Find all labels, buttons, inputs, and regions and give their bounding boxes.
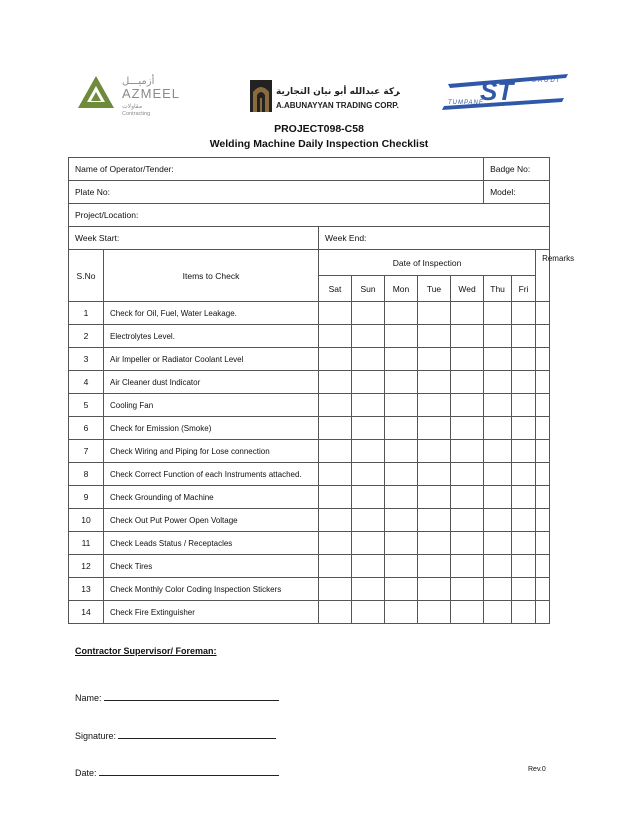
day-check-cell[interactable] [319,509,352,532]
remarks-cell[interactable] [536,509,550,532]
day-check-cell[interactable] [352,394,385,417]
day-check-cell[interactable] [451,463,484,486]
row-number: 4 [69,371,104,394]
day-check-cell[interactable] [451,601,484,624]
day-check-cell[interactable] [484,578,512,601]
row-number: 1 [69,302,104,325]
table-row [69,394,550,417]
operator-cell[interactable] [69,158,484,181]
day-check-cell[interactable] [484,601,512,624]
day-check-cell[interactable] [484,302,512,325]
day-header: Mon [385,276,418,302]
row-item: Check Fire Extinguisher [104,601,319,624]
day-check-cell[interactable] [418,302,451,325]
date-line[interactable] [75,766,279,778]
day-check-cell[interactable] [319,440,352,463]
azmeel-logo [78,70,198,120]
remarks-cell[interactable] [536,440,550,463]
day-check-cell[interactable] [512,463,536,486]
table-row [69,371,550,394]
day-check-cell[interactable] [512,555,536,578]
day-check-cell[interactable] [319,302,352,325]
day-check-cell[interactable] [418,532,451,555]
day-check-cell[interactable] [418,440,451,463]
remarks-cell[interactable] [536,348,550,371]
saudi-tumpane-logo [440,70,575,114]
day-check-cell[interactable] [352,463,385,486]
items-header: Items to Check [104,250,319,302]
day-check-cell[interactable] [451,371,484,394]
table-row [69,509,550,532]
row-number: 12 [69,555,104,578]
day-check-cell[interactable] [352,325,385,348]
day-check-cell[interactable] [352,601,385,624]
row-item: Check for Oil, Fuel, Water Leakage. [104,302,319,325]
row-item: Check Correct Function of each Instruments attached. [104,463,319,486]
remarks-cell[interactable] [536,325,550,348]
row-number: 8 [69,463,104,486]
row-item: Check Tires [104,555,319,578]
day-check-cell[interactable] [451,486,484,509]
day-check-cell[interactable] [352,509,385,532]
day-check-cell[interactable] [451,348,484,371]
day-check-cell[interactable] [451,302,484,325]
row-number: 6 [69,417,104,440]
row-item: Check Wiring and Piping for Lose connection [104,440,319,463]
day-check-cell[interactable] [319,486,352,509]
remarks-cell[interactable] [536,578,550,601]
day-check-cell[interactable] [385,532,418,555]
plate-cell[interactable] [69,181,484,204]
row-item: Air Cleaner dust Indicator [104,371,319,394]
row-item: Electrolytes Level. [104,325,319,348]
day-check-cell[interactable] [418,555,451,578]
day-check-cell[interactable] [385,394,418,417]
day-check-cell[interactable] [512,509,536,532]
row-item: Check Leads Status / Receptacles [104,532,319,555]
remarks-cell[interactable] [536,463,550,486]
day-check-cell[interactable] [319,371,352,394]
day-check-cell[interactable] [418,348,451,371]
day-check-cell[interactable] [319,417,352,440]
day-check-cell[interactable] [484,532,512,555]
day-check-cell[interactable] [352,486,385,509]
day-check-cell[interactable] [512,371,536,394]
operator-label: Name of Operator/Tender: [75,164,174,174]
day-check-cell[interactable] [352,555,385,578]
table-row [69,348,550,371]
day-check-cell[interactable] [512,325,536,348]
remarks-cell[interactable] [536,555,550,578]
remarks-cell[interactable] [536,394,550,417]
day-check-cell[interactable] [484,463,512,486]
day-check-cell[interactable] [385,578,418,601]
remarks-header: Remarks [536,250,550,302]
tumpane-letters: ST [480,76,514,106]
row-number: 14 [69,601,104,624]
day-check-cell[interactable] [319,601,352,624]
day-check-cell[interactable] [484,509,512,532]
day-header: Fri [512,276,536,302]
signature-blank[interactable] [118,729,276,739]
remarks-cell[interactable] [536,417,550,440]
remarks-cell[interactable] [536,371,550,394]
day-check-cell[interactable] [418,371,451,394]
day-check-cell[interactable] [512,394,536,417]
date-blank[interactable] [99,766,279,776]
signature-line[interactable] [75,729,276,741]
project-title: PROJECT098-C58 [274,123,364,135]
week-start-cell[interactable] [69,227,319,250]
day-check-cell[interactable] [484,371,512,394]
day-check-cell[interactable] [418,601,451,624]
day-check-cell[interactable] [451,532,484,555]
day-check-cell[interactable] [319,348,352,371]
day-check-cell[interactable] [451,509,484,532]
date-header: Date of Inspection [319,250,536,276]
week-start-label: Week Start: [75,233,120,243]
day-check-cell[interactable] [451,578,484,601]
table-row [69,578,550,601]
day-check-cell[interactable] [451,394,484,417]
day-check-cell[interactable] [484,440,512,463]
row-number: 7 [69,440,104,463]
row-item: Check Monthly Color Coding Inspection Stickers [104,578,319,601]
name-label: Name: [75,693,102,703]
name-line[interactable] [75,691,279,703]
row-item: Cooling Fan [104,394,319,417]
day-header: Wed [451,276,484,302]
day-check-cell[interactable] [352,578,385,601]
signature-label: Signature: [75,731,117,741]
project-cell[interactable] [69,204,550,227]
week-end-cell[interactable] [319,227,550,250]
model-cell[interactable] [484,181,550,204]
day-check-cell[interactable] [512,601,536,624]
day-check-cell[interactable] [385,348,418,371]
day-check-cell[interactable] [512,578,536,601]
day-check-cell[interactable] [512,417,536,440]
row-number: 3 [69,348,104,371]
badge-cell[interactable] [484,158,550,181]
project-label: Project/Location: [75,210,139,220]
revision-label: Rev.0 [528,766,546,773]
day-check-cell[interactable] [451,325,484,348]
day-check-cell[interactable] [319,394,352,417]
row-item: Air Impeller or Radiator Coolant Level [104,348,319,371]
day-check-cell[interactable] [484,417,512,440]
azmeel-arabic: أزميـــل [122,76,155,87]
remarks-cell[interactable] [536,532,550,555]
remarks-cell[interactable] [536,302,550,325]
day-check-cell[interactable] [385,601,418,624]
table-row [69,555,550,578]
row-number: 9 [69,486,104,509]
table-row [69,463,550,486]
row-number: 13 [69,578,104,601]
checklist-title: Welding Machine Daily Inspection Checklist [209,138,429,150]
day-check-cell[interactable] [512,348,536,371]
day-check-cell[interactable] [451,440,484,463]
day-check-cell[interactable] [352,371,385,394]
abunayyan-arabic: شركة عبدالله أبو نيان التجارية [276,87,400,97]
day-check-cell[interactable] [352,348,385,371]
row-item: Check Grounding of Machine [104,486,319,509]
day-check-cell[interactable] [352,417,385,440]
table-row [69,417,550,440]
day-check-cell[interactable] [484,486,512,509]
day-check-cell[interactable] [319,555,352,578]
day-check-cell[interactable] [484,325,512,348]
day-check-cell[interactable] [319,578,352,601]
row-item: Check Out Put Power Open Voltage [104,509,319,532]
day-check-cell[interactable] [385,463,418,486]
table-row [69,532,550,555]
remarks-cell[interactable] [536,486,550,509]
table-row [69,486,550,509]
name-blank[interactable] [104,691,279,701]
remarks-cell[interactable] [536,601,550,624]
day-check-cell[interactable] [512,486,536,509]
day-check-cell[interactable] [352,532,385,555]
day-check-cell[interactable] [418,463,451,486]
day-check-cell[interactable] [418,325,451,348]
table-row [69,302,550,325]
day-header: Sat [319,276,352,302]
day-check-cell[interactable] [385,486,418,509]
day-check-cell[interactable] [451,417,484,440]
day-header: Thu [484,276,512,302]
day-check-cell[interactable] [418,486,451,509]
date-label: Date: [75,768,97,778]
day-check-cell[interactable] [418,417,451,440]
day-header: Sun [352,276,385,302]
day-check-cell[interactable] [319,532,352,555]
table-row [69,601,550,624]
row-item: Check for Emission (Smoke) [104,417,319,440]
day-check-cell[interactable] [352,440,385,463]
day-check-cell[interactable] [319,325,352,348]
azmeel-sub-arabic: مقاولات [122,103,143,110]
abunayyan-logo [250,78,400,116]
sno-header: S.No [69,250,104,302]
day-check-cell[interactable] [352,302,385,325]
table-row [69,325,550,348]
day-check-cell[interactable] [385,302,418,325]
row-number: 2 [69,325,104,348]
badge-label: Badge No: [490,164,531,174]
day-check-cell[interactable] [512,440,536,463]
plate-label: Plate No: [75,187,110,197]
day-check-cell[interactable] [484,348,512,371]
day-check-cell[interactable] [512,302,536,325]
day-check-cell[interactable] [385,555,418,578]
day-check-cell[interactable] [484,394,512,417]
tumpane-bottom: TUMPANE [448,100,484,106]
day-check-cell[interactable] [385,325,418,348]
row-number: 11 [69,532,104,555]
day-check-cell[interactable] [418,394,451,417]
day-check-cell[interactable] [385,371,418,394]
day-check-cell[interactable] [451,555,484,578]
day-check-cell[interactable] [512,532,536,555]
day-check-cell[interactable] [385,417,418,440]
day-check-cell[interactable] [385,440,418,463]
inspection-table [68,157,575,624]
table-row [69,440,550,463]
supervisor-heading: Contractor Supervisor/ Foreman: [75,646,217,656]
day-check-cell[interactable] [385,509,418,532]
day-check-cell[interactable] [319,463,352,486]
tumpane-top: SAUDI [532,78,561,84]
day-check-cell[interactable] [484,555,512,578]
model-label: Model: [490,187,516,197]
day-check-cell[interactable] [418,509,451,532]
row-number: 10 [69,509,104,532]
abunayyan-name: A.ABUNAYYAN TRADING CORP. [276,101,399,110]
day-check-cell[interactable] [418,578,451,601]
row-number: 5 [69,394,104,417]
azmeel-name: AZMEEL [122,86,181,101]
azmeel-sub: Contracting [122,111,151,117]
day-header: Tue [418,276,451,302]
week-end-label: Week End: [325,233,367,243]
